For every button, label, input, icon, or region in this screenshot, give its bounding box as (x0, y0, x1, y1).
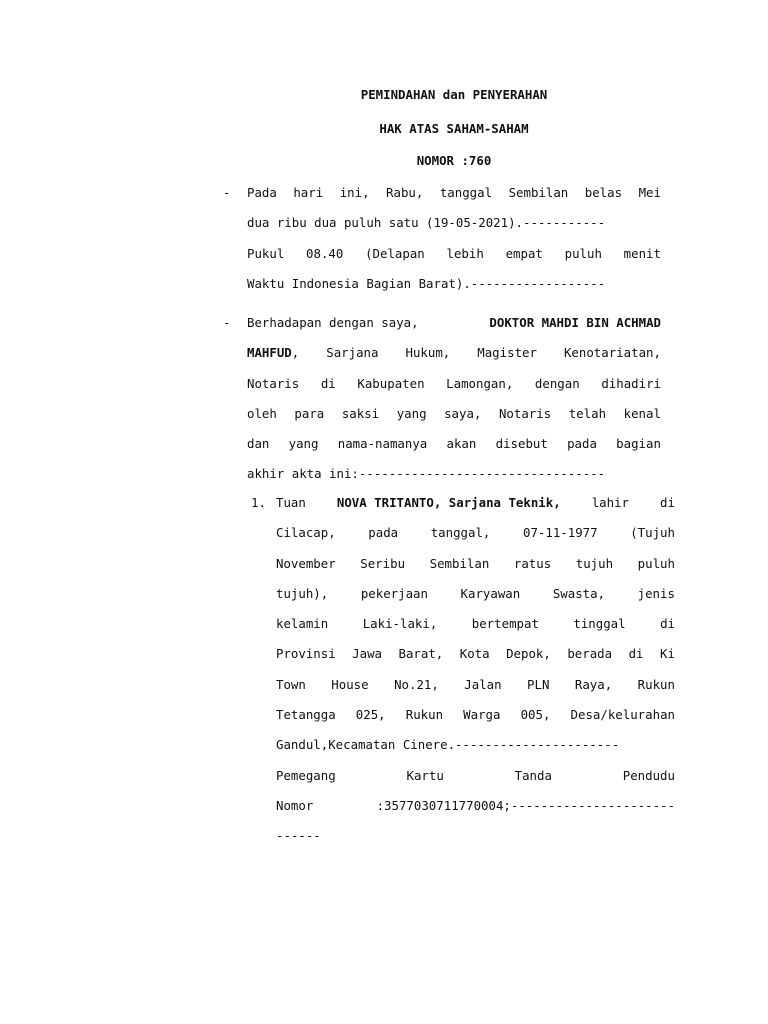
text-line (276, 518, 675, 548)
text-line (276, 761, 675, 791)
text-word: Sembilan (508, 185, 569, 200)
text-word: Kabupaten (357, 375, 425, 391)
text-word: Pendudu (622, 767, 675, 783)
text-word: di (660, 616, 675, 632)
text-word: Desa/kelurahan (570, 707, 675, 723)
text-line: Gandul,Kecamatan Cinere.---------------------- (276, 737, 620, 753)
text-word: Pada (247, 185, 277, 200)
text-word: Sembilan (429, 555, 490, 571)
text-line (247, 429, 661, 459)
text-line: dua ribu dua puluh satu (19-05-2021).----------- (247, 215, 606, 231)
document-title: PEMINDAHAN dan PENYERAHAN (360, 87, 548, 102)
text-word: Warga (463, 707, 501, 723)
text-word: tinggal (573, 616, 626, 632)
text-word: Ki (659, 646, 675, 662)
text-word: 025, (355, 707, 386, 723)
text-word: nama-namanya (337, 436, 428, 452)
text-line: akhir akta ini:--------------------------------- (247, 466, 606, 482)
text-word: Nomor (276, 797, 314, 813)
notary-name-cont: MAHFUD (247, 345, 292, 361)
text-word: kenal (623, 405, 661, 421)
text-word: Town (276, 676, 306, 692)
text-word: Cilacap, (276, 525, 336, 541)
text-word: dihadiri (601, 375, 661, 391)
text-word: disebut (495, 436, 548, 452)
text-line (276, 670, 675, 700)
text-word: Kenotariatan, (563, 345, 661, 361)
text-word: (Delapan (365, 245, 425, 261)
text-word: Pemegang (276, 767, 336, 783)
text-word: yang (396, 405, 427, 421)
text-word: Karyawan (460, 585, 521, 601)
text-word: menit (623, 245, 661, 261)
text-word: bertempat (471, 616, 539, 632)
text-line (276, 639, 675, 669)
text-line: MAHFUD, Sarjana Hukum, Magister Kenotariatan, (247, 338, 661, 368)
text-line (276, 488, 675, 518)
text-word: empat (505, 245, 543, 261)
text-word: para (294, 405, 325, 421)
text-word: tanggal, (430, 525, 491, 541)
text-segment: Tuan (276, 495, 306, 510)
text-word: :3577030711770004;---------------------- (376, 797, 675, 813)
paragraph-bullet: - (223, 315, 231, 330)
paragraph-text (247, 178, 661, 299)
text-word: Laki-laki, (362, 616, 438, 632)
text-word: Notaris (498, 405, 552, 421)
text-word: oleh (247, 405, 277, 421)
text-line (276, 579, 675, 609)
text-word: di (320, 375, 336, 391)
text-word: Tanda (514, 767, 552, 783)
text-line (276, 549, 675, 579)
text-word: pada (567, 436, 597, 452)
text-word: pekerjaan (360, 585, 428, 601)
text-word: Rabu, (386, 185, 424, 200)
text-line: Waktu Indonesia Bagian Barat).------------------ (247, 275, 606, 291)
text-word: Hukum, (405, 345, 451, 361)
text-line (247, 178, 661, 208)
text-word: hari (293, 185, 324, 200)
text-word: ini, (339, 185, 370, 200)
text-word: Notaris (247, 375, 300, 391)
text-word: Provinsi (276, 646, 336, 662)
text-word: Kota (459, 646, 490, 662)
text-word: Seribu (360, 555, 406, 571)
text-word: Raya, (574, 676, 613, 692)
document-number: NOMOR :760 (416, 153, 492, 168)
text-word: puluh (637, 555, 675, 571)
text-word: PLN (527, 676, 550, 692)
text-word: ratus (513, 555, 552, 571)
text-word: dan (247, 436, 270, 452)
text-line (276, 609, 675, 639)
notary-name: DOKTOR MAHDI BIN ACHMAD (489, 315, 661, 330)
paragraph-text (247, 308, 661, 490)
text-word: Rukun (637, 676, 675, 692)
text-word: Magister (477, 345, 537, 361)
text-word: Tetangga (276, 707, 336, 723)
text-word: berada (567, 646, 613, 662)
text-word: Jawa (352, 646, 383, 662)
text-word: 005, (520, 707, 551, 723)
text-word: Sarjana (326, 345, 379, 361)
text-word: jenis (637, 585, 675, 601)
document-subtitle: HAK ATAS SAHAM-SAHAM (379, 121, 529, 136)
text-line (247, 399, 661, 429)
list-item-text (276, 488, 675, 852)
text-word: puluh (564, 245, 602, 261)
text-word: pada (368, 525, 399, 541)
text-word: Rukun (405, 707, 444, 723)
text-line (247, 369, 661, 399)
text-word: kelamin (276, 616, 329, 632)
text-word: Lamongan, (446, 375, 514, 391)
paragraph-bullet: - (223, 185, 231, 200)
text-line (247, 308, 661, 338)
text-word: House (331, 676, 369, 692)
text-word: (Tujuh (630, 525, 675, 541)
text-word: dengan (534, 375, 580, 391)
text-word: 08.40 (306, 245, 344, 261)
text-word: saya, (444, 405, 482, 421)
text-word: 07-11-1977 (523, 525, 598, 541)
text-word: lebih (446, 245, 484, 261)
text-line (276, 700, 675, 730)
text-word: yang (288, 436, 319, 452)
text-line (276, 791, 675, 821)
list-item-number: 1. (251, 495, 266, 510)
text-word: Depok, (506, 646, 551, 662)
text-word: Kartu (406, 767, 444, 783)
text-word: di (660, 495, 675, 510)
text-word: tujuh), (276, 585, 329, 601)
text-word: di (628, 646, 644, 662)
text-segment: Berhadapan dengan saya, (247, 315, 419, 330)
text-word: Swasta, (552, 585, 606, 601)
text-word: bagian (616, 436, 661, 452)
text-word: saksi (341, 405, 380, 421)
text-word: akan (446, 436, 477, 452)
text-word: belas (584, 185, 623, 200)
text-word: Mei (638, 185, 661, 200)
text-word: lahir (591, 495, 630, 510)
text-word: No.21, (394, 676, 439, 692)
text-line: ------ (276, 828, 321, 844)
text-line (247, 239, 661, 269)
text-word: Jalan (464, 676, 502, 692)
party-name: NOVA TRITANTO, Sarjana Teknik, (336, 495, 561, 510)
text-word: Pukul (247, 245, 285, 261)
text-word: Barat, (398, 646, 444, 662)
text-word: tujuh (575, 555, 614, 571)
text-word: tanggal (439, 185, 493, 200)
text-word: November (276, 555, 336, 571)
text-word: telah (568, 405, 607, 421)
